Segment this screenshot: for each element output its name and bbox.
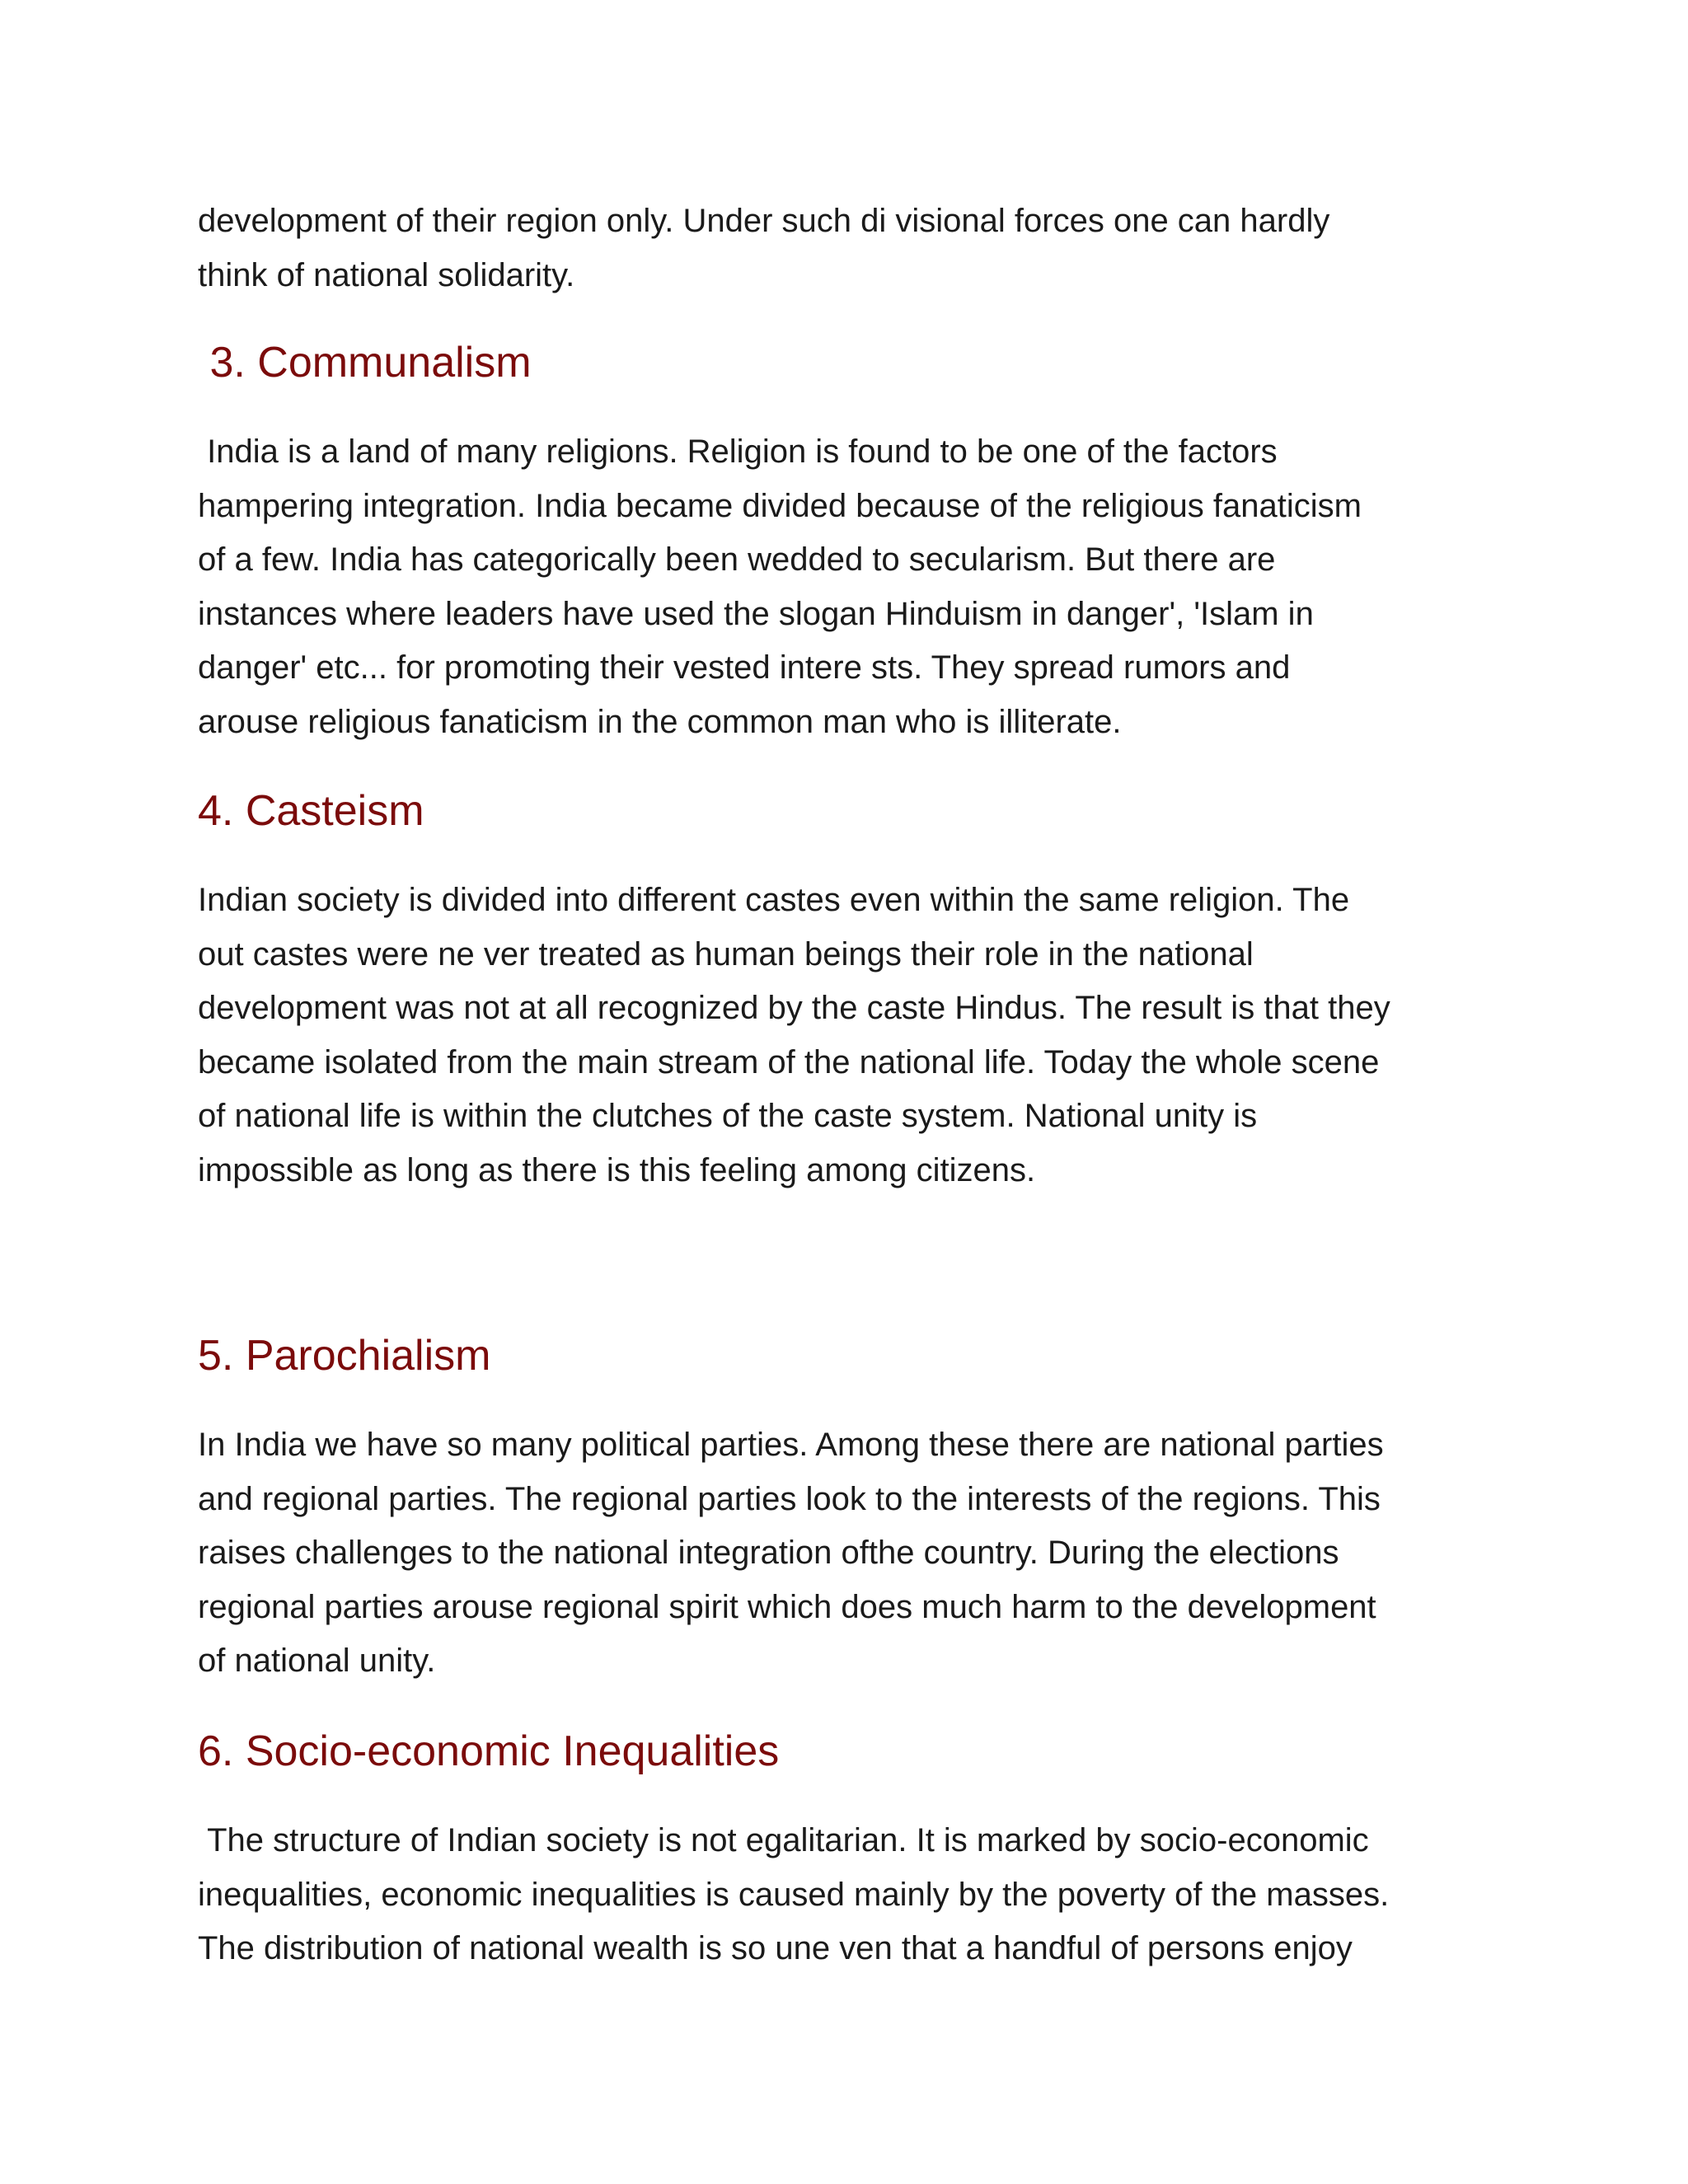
paragraph-line: instances where leaders have used the slogan Hinduism in danger', 'Islam in bbox=[198, 595, 1314, 632]
paragraph-line: of national unity. bbox=[198, 1643, 436, 1679]
paragraph-line: Indian society is divided into different castes even within the same religion. The bbox=[198, 882, 1350, 918]
paragraph-line: regional parties arouse regional spirit which does much harm to the development bbox=[198, 1588, 1376, 1625]
paragraph-line: out castes were ne ver treated as human beings their role in the national bbox=[198, 935, 1254, 972]
paragraph-line: arouse religious fanaticism in the common man who is illiterate. bbox=[198, 703, 1122, 740]
paragraph-line: became isolated from the main stream of the national life. Today the whole scene bbox=[198, 1043, 1380, 1080]
paragraph-line: development of their region only. Under such di visional forces one can hardly bbox=[198, 203, 1330, 239]
paragraph-line: inequalities, economic inequalities is caused mainly by the poverty of the masses. bbox=[198, 1876, 1390, 1913]
section-paragraph-socio-economic-inequalities bbox=[198, 1814, 1389, 1976]
section-paragraph-parochialism bbox=[198, 1418, 1384, 1689]
paragraph-line: development was not at all recognized by the caste Hindus. The result is that they bbox=[198, 990, 1390, 1026]
paragraph-line: of a few. India has categorically been wedded to secularism. But there are bbox=[198, 541, 1276, 578]
section-heading-parochialism: 5. Parochialism bbox=[198, 1332, 491, 1380]
intro-paragraph bbox=[198, 194, 1329, 302]
section-heading-communalism: 3. Communalism bbox=[198, 339, 532, 387]
paragraph-line: impossible as long as there is this feeling among citizens. bbox=[198, 1151, 1036, 1188]
paragraph-line: danger' etc... for promoting their vested intere sts. They spread rumors and bbox=[198, 649, 1291, 686]
paragraph-line: think of national solidarity. bbox=[198, 256, 575, 293]
section-paragraph-communalism bbox=[198, 425, 1362, 749]
paragraph-line: India is a land of many religions. Religion is found to be one of the factors bbox=[198, 434, 1278, 470]
section-heading-casteism: 4. Casteism bbox=[198, 787, 424, 835]
paragraph-line: The structure of Indian society is not egalitarian. It is marked by socio-economic bbox=[198, 1822, 1369, 1858]
paragraph-line: In India we have so many political parties. Among these there are national parties bbox=[198, 1427, 1384, 1463]
paragraph-line: and regional parties. The regional parties look to the interests of the regions. This bbox=[198, 1480, 1381, 1517]
paragraph-line: hampering integration. India became divided because of the religious fanaticism bbox=[198, 487, 1362, 524]
paragraph-line: raises challenges to the national integration ofthe country. During the elections bbox=[198, 1535, 1339, 1571]
paragraph-line: The distribution of national wealth is so une ven that a handful of persons enjoy bbox=[198, 1930, 1353, 1966]
paragraph-line: of national life is within the clutches of the caste system. National unity is bbox=[198, 1098, 1258, 1134]
section-heading-socio-economic-inequalities: 6. Socio-economic Inequalities bbox=[198, 1727, 780, 1775]
section-paragraph-casteism bbox=[198, 874, 1390, 1197]
